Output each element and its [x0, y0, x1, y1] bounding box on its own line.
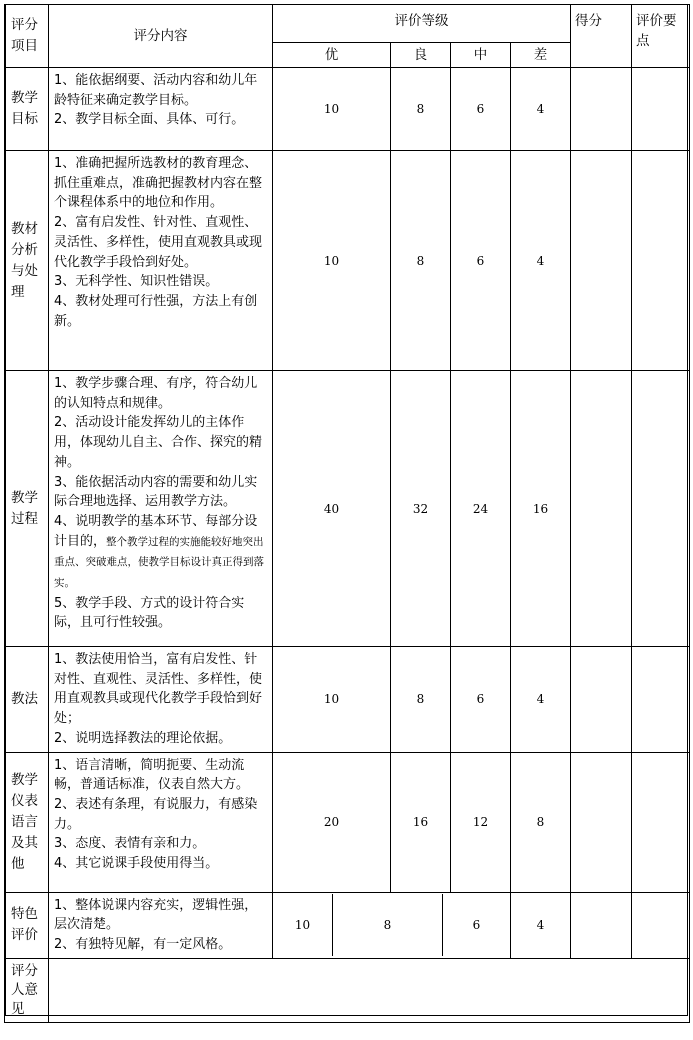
- score-excellent: 10: [273, 151, 391, 371]
- content-line: 2、教学目标全面、具体、可行。: [54, 112, 245, 128]
- score-fair: 6: [451, 68, 511, 151]
- table-row: [5, 647, 690, 753]
- score-cell[interactable]: [571, 892, 632, 958]
- key-points-cell[interactable]: [632, 892, 690, 958]
- key-points-cell[interactable]: [632, 371, 690, 647]
- content-line: 3、态度、表情有亲和力。: [54, 836, 206, 852]
- content-line: 2、说明选择教法的理论依据。: [54, 730, 232, 746]
- score-fair: 6: [472, 918, 481, 933]
- row-category: 教学仪表语言及其他: [5, 752, 49, 892]
- special-score-group: [273, 892, 511, 958]
- score-fair: 12: [451, 752, 511, 892]
- row-category: 教材分析与处理: [5, 151, 49, 371]
- header-score: 得分: [571, 5, 632, 68]
- header-item: 评分项目: [5, 5, 49, 68]
- score-fair: 6: [451, 647, 511, 753]
- row-content: [49, 68, 273, 151]
- row-category: 特色评价: [5, 892, 49, 958]
- key-points-cell[interactable]: [632, 752, 690, 892]
- score-poor: 8: [511, 752, 571, 892]
- score-good: 8: [391, 151, 451, 371]
- score-excellent: 10: [273, 647, 391, 753]
- row-content: [49, 151, 273, 371]
- score-good: 16: [391, 752, 451, 892]
- score-cell[interactable]: [571, 68, 632, 151]
- key-points-cell[interactable]: [632, 151, 690, 371]
- score-fair: 24: [451, 371, 511, 647]
- score-poor: 4: [511, 892, 571, 958]
- header-grade: 评价等级: [273, 5, 571, 43]
- content-line: 2、活动设计能发挥幼儿的主体作用，体现幼儿自主、合作、探究的精神。: [54, 415, 263, 470]
- content-line: 2、富有启发性、针对性、直观性、灵活性、多样性，使用直观教具或现代化教学手段恰到好处。: [54, 215, 263, 270]
- row-category: 教学过程: [5, 371, 49, 647]
- reviewer-comments-field[interactable]: [49, 958, 690, 1022]
- score-cell[interactable]: [571, 647, 632, 753]
- content-line: 1、能依据纲要、活动内容和幼儿年龄特征来确定教学目标。: [54, 73, 258, 108]
- header-key-points: 评价要点: [632, 5, 690, 68]
- row-category: 教法: [5, 647, 49, 753]
- content-line: 2、表述有条理，有说服力，有感染力。: [54, 796, 258, 832]
- row-content: [49, 892, 273, 958]
- score-poor: 16: [511, 371, 571, 647]
- score-excellent: 20: [273, 752, 391, 892]
- score-good: 8: [333, 894, 443, 956]
- table-row: [5, 958, 690, 1022]
- table-row: [5, 371, 690, 647]
- content-line: 3、无科学性、知识性错误。: [54, 274, 219, 290]
- content-line: 4、其它说课手段使用得当。: [54, 856, 219, 872]
- content-line: 1、准确把握所选教材的教育理念、抓住重难点，准确把握教材内容在整个课程体系中的地位和作用。: [54, 156, 263, 211]
- key-points-cell[interactable]: [632, 647, 690, 753]
- row-content: [49, 752, 273, 892]
- row-content: [49, 371, 273, 647]
- score-good: 8: [391, 647, 451, 753]
- table-row: [5, 892, 690, 958]
- content-line: 5、教学手段、方式的设计符合实际，且可行性较强。: [54, 595, 245, 631]
- level-poor: 差: [511, 43, 571, 68]
- table-row: [5, 151, 690, 371]
- score-excellent: 40: [273, 371, 391, 647]
- score-good: 8: [391, 68, 451, 151]
- content-line: 2、有独特见解，有一定风格。: [54, 936, 232, 952]
- score-good: 32: [391, 371, 451, 647]
- content-line: 1、整体说课内容充实，逻辑性强，层次清楚。: [54, 897, 258, 933]
- score-poor: 4: [511, 647, 571, 753]
- score-cell[interactable]: [571, 371, 632, 647]
- content-line: [54, 512, 268, 594]
- score-cell[interactable]: [571, 752, 632, 892]
- table-row: [5, 68, 690, 151]
- score-fair: 6: [451, 151, 511, 371]
- footer-category: 评分人意见: [5, 958, 49, 1022]
- score-excellent: 10: [273, 68, 391, 151]
- content-line: 4、教材处理可行性强，方法上有创新。: [54, 293, 258, 329]
- content-line: 1、语言清晰，简明扼要、生动流畅，普通话标准，仪表自然大方。: [54, 757, 250, 793]
- level-excellent: 优: [273, 43, 391, 68]
- row-category: 教学目标: [5, 68, 49, 151]
- key-points-cell[interactable]: [632, 68, 690, 151]
- level-good: 良: [391, 43, 451, 68]
- header-content: 评分内容: [49, 5, 273, 68]
- score-poor: 4: [511, 68, 571, 151]
- score-excellent: 10: [273, 894, 333, 956]
- content-small-text: 整个教学过程的实施能较好地突出重点、突破难点，使教学目标设计真正得到落实。: [54, 535, 264, 590]
- table-row: [5, 752, 690, 892]
- content-text: 4、说明教学的基本环节、每部分设计目的，: [54, 513, 258, 549]
- row-content: [49, 647, 273, 753]
- level-fair: 中: [451, 43, 511, 68]
- content-line: 1、教法使用恰当，富有启发性、针对性、直观性、灵活性、多样性，使用直观教具或现代化教学手段恰到好处；: [54, 652, 263, 727]
- evaluation-table: [4, 4, 690, 1023]
- content-line: 3、能依据活动内容的需要和幼儿实际合理地选择、运用教学方法。: [54, 474, 258, 510]
- score-poor: 4: [511, 151, 571, 371]
- content-line: 1、教学步骤合理、有序，符合幼儿的认知特点和规律。: [54, 376, 258, 411]
- score-cell[interactable]: [571, 151, 632, 371]
